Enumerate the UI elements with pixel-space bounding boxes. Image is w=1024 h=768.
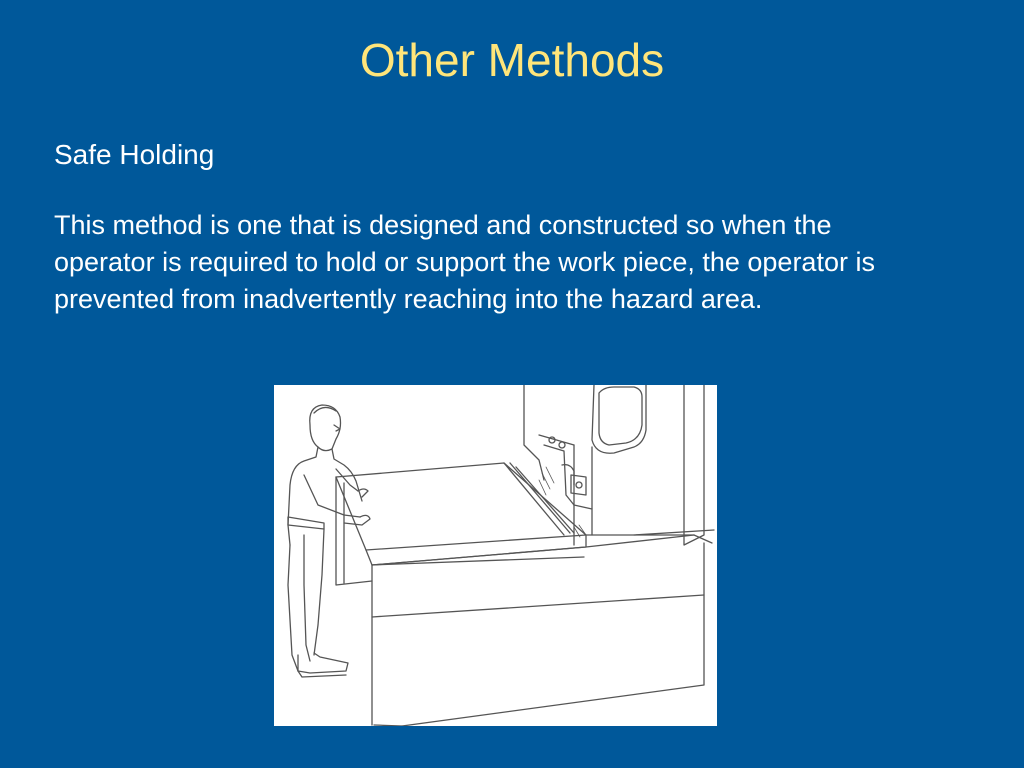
- slide-title: Other Methods: [359, 34, 665, 86]
- slide-subheading: Safe Holding: [54, 139, 215, 170]
- line-drawing-icon: [274, 385, 717, 726]
- slide-body-text: This method is one that is designed and constructed so when the operator is required to hold or support the work piece, the operator is prevented from inadvertently reaching into the hazard area.: [54, 210, 875, 314]
- operator-at-machine-illustration: [274, 385, 717, 726]
